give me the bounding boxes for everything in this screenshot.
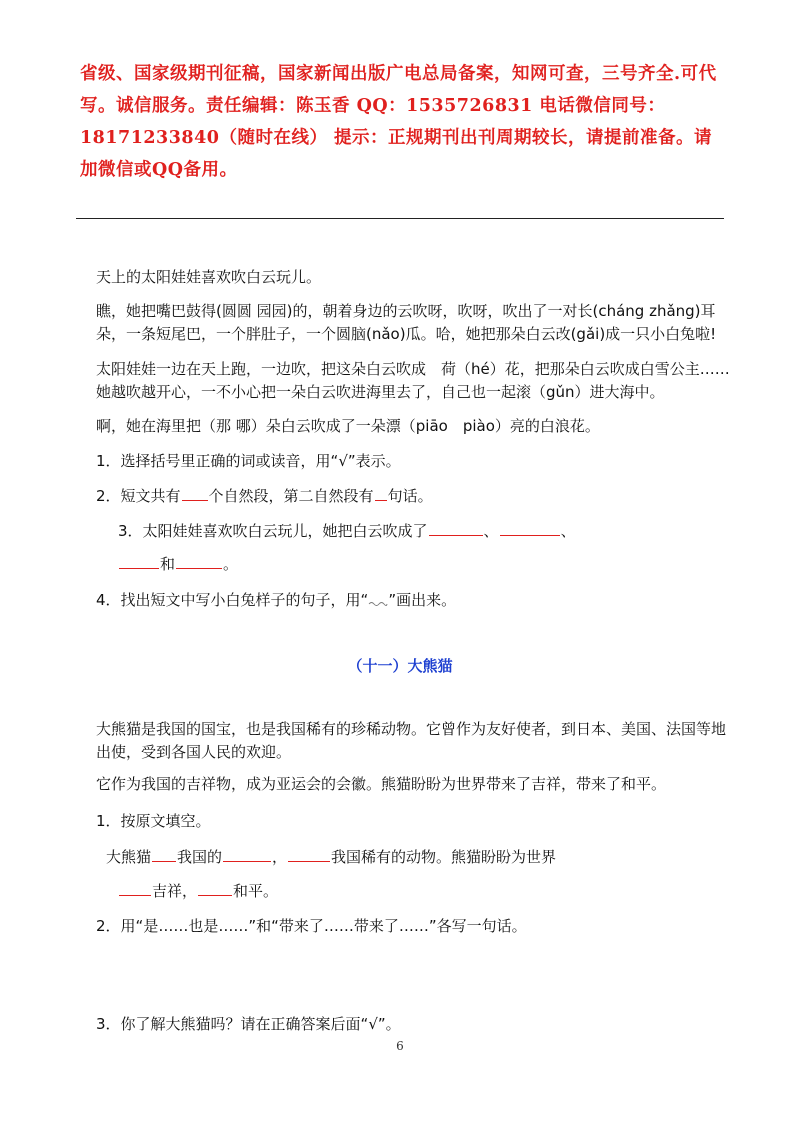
fill-text: 我国稀有的动物。熊猫盼盼为世界 (331, 848, 557, 866)
page-number: 6 (396, 1039, 404, 1053)
answer-blank[interactable] (198, 880, 232, 896)
question1-2 (96, 485, 433, 507)
answer-blank[interactable] (119, 880, 151, 896)
panda-para1: 大熊猫是我国的国宝，也是我国稀有的珍稀动物。它曾作为友好使者，到日本、美国、法国等地出使，受到各国人民的欢迎。 (96, 720, 727, 761)
q3-and: 和 (160, 555, 176, 573)
question1-3 (118, 520, 576, 542)
fill-line-2 (118, 880, 278, 902)
answer-blank[interactable] (182, 485, 208, 501)
passage1-para4: 啊，她在海里把（那 哪）朵白云吹成了一朵漂（piāo piào）亮的白浪花。 (96, 417, 600, 435)
fill-text: 吉祥， (152, 882, 198, 900)
question2-2: 2．用“是……也是……”和“带来了……带来了……”各写一句话。 (96, 917, 527, 935)
fill-text: ， (272, 848, 288, 866)
q3-end: 。 (223, 555, 239, 573)
promo-notice: 省级、国家级期刊征稿，国家新闻出版广电总局备案，知网可查，三号齐全.可代写。诚信服务。责任编辑：陈玉香 QQ：1535726831 电话微信同号：18171233840（随时在线） 提示：正规期刊出刊周期较长，请提前准备。请加微信或QQ备用。 (80, 64, 717, 180)
q4-text-b: ”画出来。 (388, 591, 457, 609)
q3-sep: 、 (560, 522, 576, 540)
answer-blank[interactable] (500, 520, 560, 536)
question1-4 (96, 589, 456, 611)
question1-1: 1．选择括号里正确的词或读音，用“√”表示。 (96, 452, 401, 470)
question2-1: 1．按原文填空。 (96, 812, 211, 830)
question2-3: 3．你了解大熊猫吗？请在正确答案后面“√”。 (96, 1015, 401, 1033)
section-title: （十一）大熊猫 (347, 657, 453, 675)
answer-blank[interactable] (288, 846, 330, 862)
answer-blank[interactable] (375, 485, 387, 501)
answer-blank[interactable] (119, 553, 159, 569)
passage1-para3: 太阳娃娃一边在天上跑，一边吹，把这朵白云吹成 荷（hé）花，把那朵白云吹成白雪公主……她越吹越开心，一不小心把一朵白云吹进海里去了，自己也一起滚（gǔn）进大海中。 (96, 360, 730, 401)
q2-text-a: 2．短文共有 (96, 487, 181, 505)
fill-text: 我国的 (177, 848, 223, 866)
q2-text-b: 个自然段，第二自然段有 (208, 487, 374, 505)
fill-text: 大熊猫 (106, 848, 152, 866)
fill-text: 和平。 (233, 882, 279, 900)
answer-blank[interactable] (152, 846, 176, 862)
q3-sep: 、 (483, 522, 499, 540)
q2-text-c: 句话。 (387, 487, 433, 505)
wavy-underline-icon (368, 598, 388, 608)
answer-blank[interactable] (223, 846, 271, 862)
divider-line (76, 218, 724, 219)
q3-text: 3．太阳娃娃喜欢吹白云玩儿，她把白云吹成了 (118, 522, 428, 540)
q4-text-a: 4．找出短文中写小白兔样子的句子，用“ (96, 591, 369, 609)
panda-para2: 它作为我国的吉祥物，成为亚运会的会徽。熊猫盼盼为世界带来了吉祥，带来了和平。 (96, 775, 667, 793)
passage1-para1: 天上的太阳娃娃喜欢吹白云玩儿。 (96, 268, 322, 286)
question1-3-cont (118, 553, 238, 575)
answer-blank[interactable] (429, 520, 483, 536)
fill-line-1 (106, 846, 556, 868)
passage1-para2: 瞧，她把嘴巴鼓得(圆圆 园园)的，朝着身边的云吹呀，吹呀，吹出了一对长(cháng zhǎng)耳朵，一条短尾巴，一个胖肚子，一个圆脑(nǎo)瓜。哈，她把那朵白云改(gǎi)成一只小白兔啦! (96, 302, 717, 343)
answer-blank[interactable] (176, 553, 222, 569)
